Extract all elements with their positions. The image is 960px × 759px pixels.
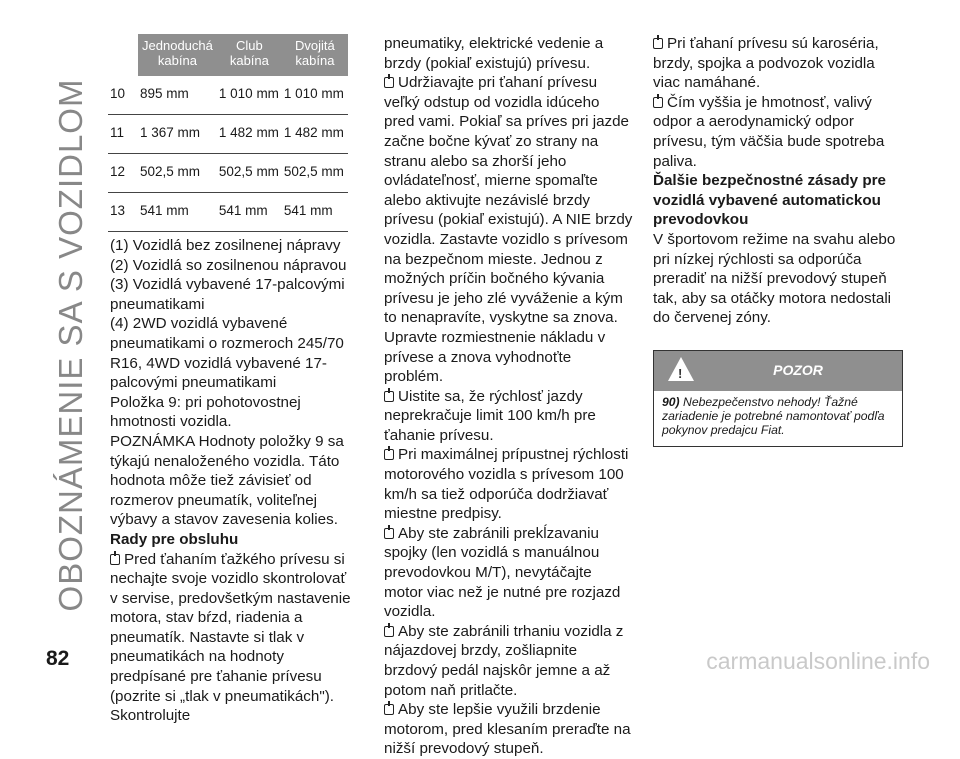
column-1	[110, 34, 356, 726]
table-row	[108, 115, 348, 154]
table-row	[108, 193, 348, 232]
item-9-note: Položka 9: pri pohotovostnej hmotnosti vozidla.	[110, 393, 301, 431]
page-number: 82	[46, 647, 70, 670]
warning-number: 90)	[662, 394, 680, 409]
bullet-paragraph	[384, 622, 634, 700]
table-cell: 502,5 mm	[282, 154, 348, 193]
side-section-title-text: OBOZNÁMENIE SA S VOZIDLOM	[52, 78, 89, 612]
bullet-text: Aby ste lepšie využili brzdenie motorom, pred klesaním preraďte na nižší prevodový stupeň.	[384, 701, 631, 758]
bullet-text: Aby ste zabránili prekĺzavaniu spojky (len vozidlá s manuálnou prevodovkou M/T), nevytáčajte motor viac než je nutné pre rozjazd vozidla.	[384, 524, 621, 621]
table-cell: 11	[108, 115, 138, 154]
trailer-icon	[384, 77, 394, 88]
table-cell: 502,5 mm	[138, 154, 217, 193]
warning-body	[654, 391, 902, 446]
table-header-double-cab: Dvojitá kabína	[282, 34, 348, 76]
footnote-1: (1) Vozidlá bez zosilnenej nápravy	[110, 237, 341, 254]
remark-note: POZNÁMKA Hodnoty položky 9 sa týkajú nenaloženého vozidla. Táto hodnota môže tiež závisieť od rozmerov pneumatík, voliteľnej výbavy a stavov zavesenia kolies.	[110, 432, 344, 529]
table-header-single-cab: Jednoduchá kabína	[138, 34, 217, 76]
warning-box	[653, 350, 903, 447]
bullet-text: Aby ste zabránili trhaniu vozidla z nájazdovej brzdy, zošliapnite brzdový pedál najskôr jemne a až potom naň pritlačte.	[384, 622, 624, 699]
trailer-icon	[384, 626, 394, 637]
dimensions-table	[108, 34, 348, 232]
table-cell: 1 367 mm	[138, 115, 217, 154]
bullet-paragraph	[110, 550, 356, 726]
section-heading-tips: Rady pre obsluhu	[110, 530, 239, 548]
footnote-2: (2) Vozidlá so zosilnenou nápravou	[110, 256, 347, 274]
bullet-paragraph	[653, 93, 903, 171]
bullet-text: Pred ťahaním ťažkého prívesu si nechajte svoje vozidlo skontrolovať v servise, predovšetkým nastavenie motora, stav bŕzd, riadenia a pneumatík. Nastavte si tlak v pneumatikách na hodnoty predpísané pre ťahanie prívesu (pozrite si „tlak v pneumatikách"). Skontrolujte	[110, 550, 351, 725]
bullet-paragraph	[384, 445, 634, 523]
footnote-4: (4) 2WD vozidlá vybavené pneumatikami o rozmeroch 245/70 R16, 4WD vozidlá vybavené 17-palcovými pneumatikami	[110, 315, 344, 392]
table-cell: 12	[108, 154, 138, 193]
table-row	[108, 154, 348, 193]
bullet-paragraph	[653, 34, 903, 93]
trailer-icon	[653, 38, 663, 49]
table-header-club-cab: Club kabína	[217, 34, 282, 76]
bullet-text: Pri maximálnej prípustnej rýchlosti motorového vozidla s prívesom 100 km/h sa tiež odporúča dodržiavať miestne predpisy.	[384, 446, 629, 523]
table-cell: 541 mm	[138, 193, 217, 232]
watermark: carmanualsonline.info	[706, 648, 930, 674]
section-heading-automatic: Ďalšie bezpečnostné zásady pre vozidlá vybavené automatickou prevodovkou	[653, 172, 886, 229]
table-cell: 502,5 mm	[217, 154, 282, 193]
table-cell: 1 010 mm	[282, 76, 348, 115]
table-cell: 13	[108, 193, 138, 232]
column-2	[384, 34, 634, 759]
side-section-title	[0, 0, 89, 612]
trailer-icon	[384, 704, 394, 715]
bullet-paragraph	[384, 73, 634, 387]
table-cell: 1 482 mm	[217, 115, 282, 154]
automatic-paragraph: V športovom režime na svahu alebo pri nízkej rýchlosti sa odporúča preradiť na nižší prevodový stupeň tak, aby sa otáčky motora nedostali do červenej zóny.	[653, 230, 896, 327]
warning-text: Nebezpečenstvo nehody! Ťažné zariadenie je potrebné namontovať podľa pokynov predajcu Fiat.	[662, 394, 885, 438]
bullet-text: Uistite sa, že rýchlosť jazdy neprekračuje limit 100 km/h pre ťahanie prívesu.	[384, 387, 596, 444]
bullet-paragraph	[384, 700, 634, 759]
bullet-text: Udržiavajte pri ťahaní prívesu veľký odstup od vozidla idúceho pred vami. Pokiaľ sa príves pri jazde začne bočne kývať zo strany na stranu alebo sa zhorší jeho ovládateľnosť, mierne spomaľte alebo aktivujte nezávislé brzdy prívesu (pokiaľ existujú). A NIE brzdy vozidla. Zastavte vozidlo s prívesom na bezpečnom mieste. Jednou z možných príčin bočného kývania prívesu je jeho zlé vyváženie a kým to nenapravíte, vyskytne sa znova. Upravte rozmiestnenie nákladu v prívese a znova vyhodnoťte problém.	[384, 74, 633, 386]
table-cell: 541 mm	[217, 193, 282, 232]
bullet-text: Pri ťahaní prívesu sú karoséria, brzdy, spojka a podvozok vozidla viac namáhané.	[653, 35, 879, 92]
table-cell: 895 mm	[138, 76, 217, 115]
trailer-icon	[384, 449, 394, 460]
continuation-text: pneumatiky, elektrické vedenie a brzdy (pokiaľ existujú) prívesu.	[384, 35, 604, 72]
bullet-paragraph	[384, 387, 634, 446]
footnote-3: (3) Vozidlá vybavené 17-palcovými pneumatikami	[110, 276, 345, 313]
table-cell: 541 mm	[282, 193, 348, 232]
trailer-icon	[110, 554, 120, 565]
warning-title: POZOR	[773, 361, 823, 378]
table-cell: 1 010 mm	[217, 76, 282, 115]
table-cell: 10	[108, 76, 138, 115]
trailer-icon	[384, 391, 394, 402]
table-row	[108, 76, 348, 115]
bullet-text: Čím vyššia je hmotnosť, valivý odpor a aerodynamický odpor prívesu, tým väčšia bude spotreba paliva.	[653, 93, 885, 170]
table-cell: 1 482 mm	[282, 115, 348, 154]
table-header-empty	[108, 34, 138, 76]
column-3	[653, 34, 903, 447]
bullet-paragraph	[384, 524, 634, 622]
trailer-icon	[653, 97, 663, 108]
trailer-icon	[384, 528, 394, 539]
warning-header	[654, 351, 902, 391]
